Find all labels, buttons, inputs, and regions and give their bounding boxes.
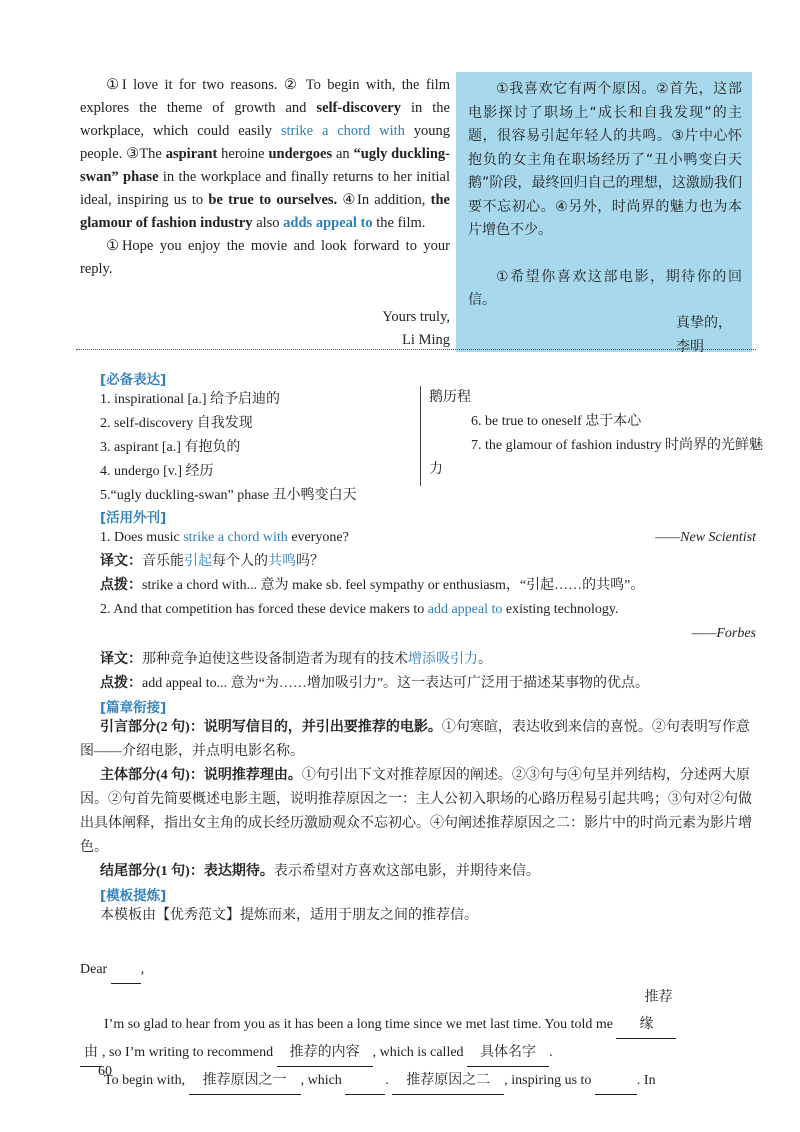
template-line-2: 由 , so I’m writing to recommend 推荐的内容 , which is called 具体名字 . (80, 1039, 756, 1067)
letter-en-paragraph-1 (80, 74, 450, 235)
template-line-3: To begin with, 推荐原因之一 , which . 推荐原因之二 , inspiring us to . In (80, 1067, 756, 1095)
blank-reason-1: 推荐原因之一 (189, 1067, 301, 1095)
page-number: 60 (98, 1064, 112, 1079)
highlighted-phrase: self-discovery (316, 100, 401, 116)
blank-reason-cont: 由 (80, 1039, 102, 1067)
translation-box (456, 72, 752, 355)
section-title-structure: [篇章衔接] (100, 700, 167, 716)
text-run: in the workplace and finally returns to her initial ideal, inspiring us to (80, 169, 450, 208)
blank-content: 推荐的内容 (277, 1039, 373, 1067)
text-run: ④In addition, (337, 192, 431, 208)
expression-item: 4. undergo [v.] 经历 (100, 464, 214, 479)
template-greeting: Dear , (80, 956, 756, 984)
translation-closing: 真挚的， (676, 315, 732, 331)
text-run: young people. ③The (80, 123, 450, 162)
letter-en-signature (300, 306, 450, 352)
expression-item: 2. self-discovery 自我发现 (100, 416, 253, 431)
letter-en-closing: Yours truly, (382, 309, 450, 325)
highlighted-phrase: adds appeal to (283, 215, 373, 231)
source-new-scientist: ——New Scientist (655, 530, 756, 545)
template-line-1: I’m so glad to hear from you as it has been a long time since we met last time. You told me 推荐缘 (80, 984, 756, 1039)
blank-field (111, 956, 141, 984)
expression-item: 5.“ugly duckling-swan” phase 丑小鸭变白天 (100, 488, 357, 503)
highlighted-phrase: the glamour of fashion industry (80, 192, 450, 231)
blank-reason-2: 推荐原因之二 (392, 1067, 504, 1095)
text-run: ①I love it for two reasons. ② To begin with, the film explores the theme of growth and (80, 77, 450, 116)
magazine-example-1: 1. Does music strike a chord with everyone? ——New Scientist (80, 526, 756, 550)
source-forbes-row (80, 622, 756, 648)
blank-field (595, 1067, 637, 1095)
expression-item: 6. be true to oneself 忠于本心 (471, 414, 642, 429)
translation-name: 李明 (676, 338, 704, 355)
blank-reason: 推荐缘 (616, 984, 676, 1039)
letter-en-name: Li Ming (402, 332, 450, 348)
template-letter (80, 956, 756, 1095)
main-text (80, 506, 756, 928)
structure-body: 主体部分(4 句)：说明推荐理由。①句引出下文对推荐原因的阐述。②③句与④句呈并列结构，分述两大原因。②句首先简要概述电影主题，说明推荐原因之一：主人公初入职场的心路历程易引起共鸣；③句对②句做出具体阐释，指出女主角的成长经历激励观众不忘初心。④句阐述推荐原因之二：影片中的时尚元素为影片增色。 (80, 768, 752, 855)
magazine-example-2: 2. And that competition has forced these device makers to add appeal to existing technology. (100, 602, 619, 617)
translation-paragraph-1: ①我喜欢它有两个原因。②首先，这部电影探讨了职场上“成长和自我发现”的主题，很容易引起年轻人的共鸣。③片中心怀抱负的女主角在职场经历了“丑小鸭变白天鹅”阶段，最终回归自己的理想，这激励我们要不忘初心。④另外，时尚界的魅力也为本片增色不少。 (468, 81, 742, 238)
blank-name: 具体名字 (467, 1039, 549, 1067)
note-1: 点拨：strike a chord with... 意为 make sb. feel sympathy or enthusiasm，“引起……的共鸣”。 (100, 578, 645, 593)
highlight-phrase: add appeal to (427, 602, 503, 617)
section-title-magazine: [活用外刊] (100, 510, 167, 526)
translation-2: 译文：那种竞争迫使这些设备制造者为现有的技术增添吸引力。 (100, 652, 492, 667)
highlight-phrase: strike a chord with (183, 530, 288, 545)
text-run: in the workplace, which could easily (80, 100, 450, 139)
text-run: also (252, 215, 284, 231)
translation-paragraph-2: ①希望你喜欢这部电影，期待你的回信。 (468, 268, 742, 308)
text-run: an (332, 146, 354, 162)
highlighted-phrase: be true to ourselves. (208, 192, 338, 208)
translation-signature (664, 306, 742, 359)
text-run: the film. (372, 215, 426, 231)
highlighted-phrase: undergoes (268, 146, 333, 162)
structure-end: 结尾部分(1 句)：表达期待。表示希望对方喜欢这部电影，并期待来信。 (100, 864, 540, 879)
expressions-right-column (420, 386, 765, 486)
structure-intro: 引言部分(2 句)：说明写信目的，并引出要推荐的电影。①句寒暄，表达收到来信的喜悦。②句表明写作意图——介绍电影，并点明电影名称。 (80, 720, 750, 759)
highlighted-phrase: strike a chord with (280, 123, 405, 139)
expressions-section (100, 368, 410, 508)
template-intro: 本模板由【优秀范文】提炼而来，适用于朋友之间的推荐信。 (100, 908, 478, 923)
source-forbes: ——Forbes (691, 626, 756, 641)
expression-item: 3. aspirant [a.] 有抱负的 (100, 440, 241, 455)
note-2: 点拨：add appeal to... 意为“为……增加吸引力”。这一表达可广泛用于描述某事物的优点。 (100, 676, 650, 691)
expression-item: 1. inspirational [a.] 给予启迪的 (100, 392, 281, 407)
blank-field (345, 1067, 385, 1095)
letter-english (80, 74, 450, 281)
translation-1: 译文：音乐能引起每个人的共鸣吗？ (100, 554, 324, 569)
highlighted-phrase: aspirant (165, 146, 218, 162)
highlighted-phrase: “ugly duckling-swan” phase (80, 146, 451, 185)
expression-item: 7. the glamour of fashion industry 时尚界的光鲜魅力 (429, 438, 764, 477)
expression-item: 鹅历程 (429, 390, 471, 405)
section-title-expressions: [必备表达] (100, 372, 167, 388)
text-run: heroine (217, 146, 269, 162)
section-title-template: [模板提炼] (100, 888, 167, 904)
letter-en-paragraph-2: ①Hope you enjoy the movie and look forward to your reply. (80, 238, 450, 277)
dotted-divider (76, 349, 756, 350)
